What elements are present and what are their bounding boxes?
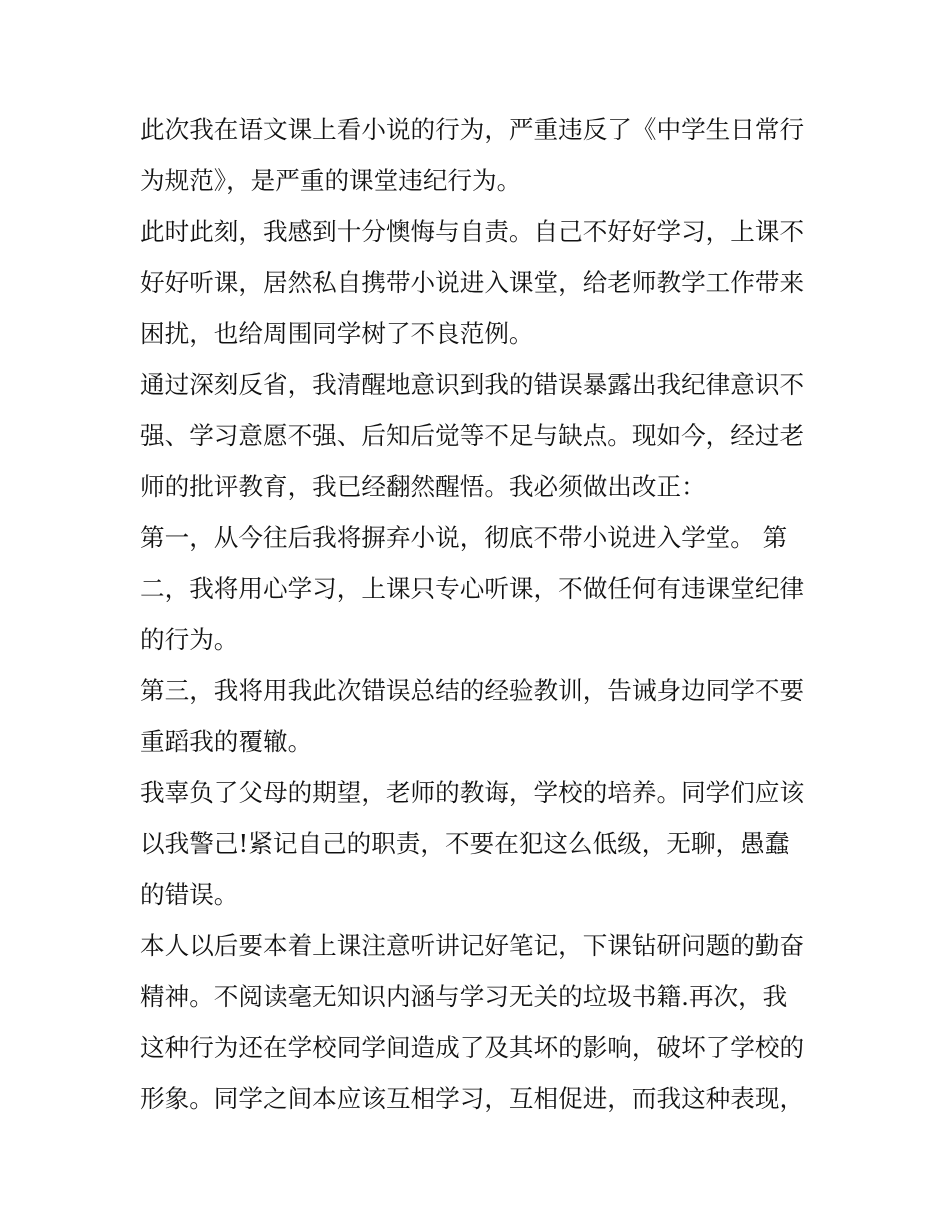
text-line: 形象。同学之间本应该互相学习，互相促进，而我这种表现， <box>140 1084 805 1113</box>
text-line: 的错误。 <box>140 880 239 909</box>
text-line: 以我警己!紧记自己的职责，不要在犯这么低级，无聊，愚蠢 <box>140 829 790 858</box>
text-line: 此时此刻，我感到十分懊悔与自责。自己不好好学习，上课不 <box>140 217 805 246</box>
text-line: 精神。不阅读毫无知识内涵与学习无关的垃圾书籍.再次，我 <box>140 982 788 1011</box>
text-line: 好好听课，居然私自携带小说进入课堂，给老师教学工作带来 <box>140 268 805 297</box>
text-line: 师的批评教育，我已经翻然醒悟。我必须做出改正： <box>140 472 706 501</box>
text-line: 的行为。 <box>140 625 239 654</box>
text-line: 此次我在语文课上看小说的行为，严重违反了《中学生日常行 <box>140 115 805 144</box>
text-line: 第三，我将用我此次错误总结的经验教训，告诫身边同学不要 <box>140 676 805 705</box>
text-line: 强、学习意愿不强、后知后觉等不足与缺点。现如今，经过老 <box>140 421 805 450</box>
text-line: 我辜负了父母的期望，老师的教诲，学校的培养。同学们应该 <box>140 778 805 807</box>
text-line: 这种行为还在学校同学间造成了及其坏的影响，破坏了学校的 <box>140 1033 805 1062</box>
document-body <box>140 104 812 1124</box>
text-line: 通过深刻反省，我清醒地意识到我的错误暴露出我纪律意识不 <box>140 370 805 399</box>
text-line: 困扰，也给周围同学树了不良范例。 <box>140 319 534 348</box>
text-line: 第一，从今往后我将摒弃小说，彻底不带小说进入学堂。 第 <box>140 523 788 552</box>
text-line: 本人以后要本着上课注意听讲记好笔记，下课钻研问题的勤奋 <box>140 931 805 960</box>
text-line: 二，我将用心学习，上课只专心听课，不做任何有违课堂纪律 <box>140 574 805 603</box>
text-line: 为规范》，是严重的课堂违纪行为。 <box>140 166 522 195</box>
text-line: 重蹈我的覆辙。 <box>140 727 313 756</box>
